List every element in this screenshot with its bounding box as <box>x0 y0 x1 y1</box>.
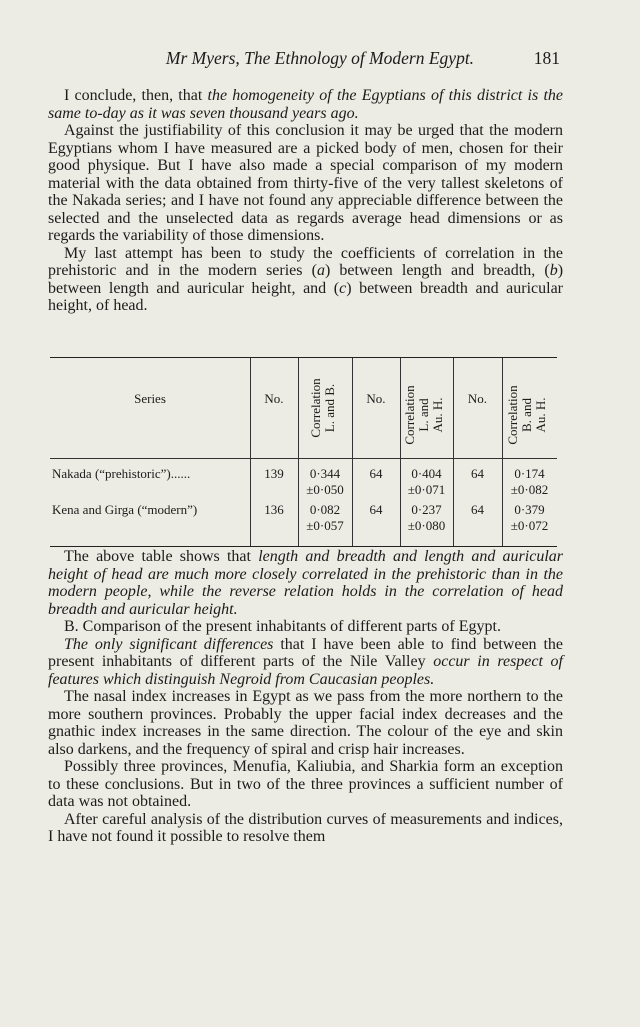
text-run: The nasal index increases in Egypt as we pass from the more northern to the more southern provinces. Probably the upper facial index decreases and the gnathic index increases in the same direction. The colour of the eye and skin also darkens, and the frequency of spiral and crisp hair increases. <box>48 688 563 758</box>
paragraph <box>48 548 563 618</box>
table-cell-correlation: 0·174 ±0·082 <box>510 466 549 497</box>
header-correlation-l-b: Correlation L. and B. <box>308 378 337 438</box>
paragraph <box>48 122 563 245</box>
table-cell-no: 64 <box>471 466 484 481</box>
text-run: ) between breadth and auricular height, of head. <box>48 279 564 314</box>
table-header-rule <box>50 458 557 459</box>
text-run: I conclude, then, that <box>64 87 208 104</box>
paragraph <box>48 87 563 122</box>
correlation-table <box>50 357 557 547</box>
paragraph <box>48 636 563 689</box>
paragraph <box>48 245 563 315</box>
text-run: length and breadth and length and auricular height of head are much more closely correlated in the prehistoric than in the modern people, while the reverse relation holds in the correlation of head breadth and auricular height. <box>48 548 564 618</box>
table-cell-correlation: 0·237 ±0·080 <box>407 502 446 533</box>
table-cell-correlation: 0·379 ±0·072 <box>510 502 549 533</box>
text-run: the homogeneity of the Egyptians of this district is the same to-day as it was seven thousand years ago. <box>48 87 563 122</box>
text-run: occur in respect of features which distinguish Negroid from Caucasian peoples. <box>48 653 564 688</box>
header-no: No. <box>467 391 488 406</box>
table-row-series: Kena and Girga (“modern”) <box>52 502 198 517</box>
header-correlation-b-auh: Correlation B. and Au. H. <box>505 385 548 445</box>
text-run: c <box>339 279 347 297</box>
text-run: b <box>549 262 558 279</box>
text-run: B. Comparison of the present inhabitants of different parts of Egypt. <box>64 618 501 635</box>
table-cell-no: 136 <box>264 502 284 517</box>
text-run: Possibly three provinces, Menufia, Kaliubia, and Sharkia form an exception to these conclusions. But in two of the three provinces a sufficient number of data was not obtained. <box>48 758 563 810</box>
text-run: The above table shows that <box>64 548 259 565</box>
body-text-upper <box>48 87 563 315</box>
header-no: No. <box>264 391 284 406</box>
table-cell-no: 64 <box>369 502 383 517</box>
text-run: that I have been able to find between the present inhabitants of different parts of the Nile Valley <box>48 635 563 670</box>
page-header <box>0 48 640 74</box>
text-run: ) between length and breadth, ( <box>324 262 550 279</box>
table-cell-no: 64 <box>369 466 383 481</box>
header-no: No. <box>366 391 386 406</box>
text-run: My last attempt has been to study the coefficients of correlation in the prehistoric and in the modern series ( <box>48 244 563 279</box>
body-text-lower <box>48 548 563 846</box>
table-cell-correlation: 0·344 ±0·050 <box>306 466 344 497</box>
table-cell-no: 139 <box>264 466 284 481</box>
table-cell-correlation: 0·082 ±0·057 <box>306 502 344 533</box>
table-cell-correlation: 0·404 ±0·071 <box>407 466 446 497</box>
paragraph <box>48 618 563 636</box>
running-head: Mr Myers, The Ethnology of Modern Egypt. <box>165 48 475 68</box>
text-run: Against the justifiability of this conclusion it may be urged that the modern Egyptians whom I have measured are a picked body of men, chosen for their good physique. But I have also made a special comparison of my modern material with the data obtained from thirty-five of the very tallest skeletons of the Nakada series; and I have not found any appreciable difference between the selected and the unselected data as regards average head dimensions or as regards the variability of those dimensions. <box>48 122 563 244</box>
header-correlation-l-auh: Correlation L. and Au. H. <box>402 385 445 445</box>
paragraph <box>48 811 563 846</box>
paragraph <box>48 758 563 811</box>
header-series: Series <box>134 391 166 406</box>
text-run: a <box>316 262 325 279</box>
text-run: ) between length and auricular height, and ( <box>48 262 564 297</box>
paragraph <box>48 688 563 758</box>
page-number: 181 <box>533 48 560 68</box>
table-cell-no: 64 <box>471 502 484 517</box>
text-run: After careful analysis of the distribution curves of measurements and indices, I have not found it possible to resolve them <box>48 810 563 845</box>
text-run: The only significant differences <box>64 635 274 653</box>
table-row-series: Nakada (“prehistoric”)...... <box>52 466 191 481</box>
